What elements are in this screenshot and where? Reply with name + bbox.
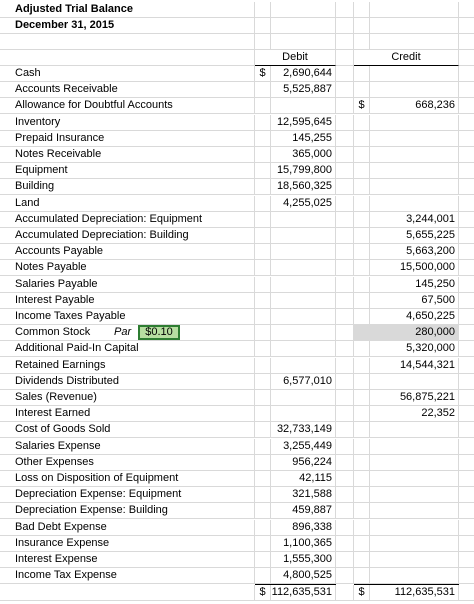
cell[interactable] bbox=[0, 50, 255, 66]
credit-value[interactable]: 15,500,000 bbox=[370, 260, 459, 276]
debit-sign[interactable] bbox=[255, 536, 271, 552]
account-row bbox=[0, 358, 474, 374]
debit-sign[interactable] bbox=[255, 325, 271, 341]
account-name[interactable]: Allowance for Doubtful Accounts bbox=[0, 98, 255, 114]
cell[interactable] bbox=[459, 163, 474, 179]
par-label: Par bbox=[114, 326, 132, 339]
cell[interactable] bbox=[336, 358, 354, 374]
credit-sign[interactable] bbox=[354, 179, 370, 195]
cell[interactable] bbox=[459, 374, 474, 390]
cell[interactable] bbox=[336, 260, 354, 276]
debit-sign[interactable] bbox=[255, 503, 271, 519]
debit-value[interactable] bbox=[271, 406, 336, 422]
credit-value[interactable] bbox=[370, 196, 459, 212]
account-name[interactable]: Income Tax Expense bbox=[0, 568, 255, 584]
account-name[interactable]: Notes Payable bbox=[0, 260, 255, 276]
debit-sign[interactable] bbox=[255, 439, 271, 455]
debit-value[interactable] bbox=[271, 309, 336, 325]
account-row bbox=[0, 325, 474, 341]
cell[interactable] bbox=[271, 34, 336, 50]
credit-value[interactable]: 14,544,321 bbox=[370, 358, 459, 374]
credit-value[interactable]: 22,352 bbox=[370, 406, 459, 422]
debit-value[interactable] bbox=[271, 325, 336, 341]
debit-value[interactable] bbox=[271, 260, 336, 276]
title-row bbox=[0, 2, 474, 18]
debit-value[interactable] bbox=[271, 358, 336, 374]
account-name[interactable]: Notes Receivable bbox=[0, 147, 255, 163]
cell[interactable] bbox=[459, 277, 474, 293]
cell[interactable] bbox=[459, 341, 474, 357]
cell[interactable] bbox=[459, 131, 474, 147]
account-row bbox=[0, 260, 474, 276]
cell[interactable] bbox=[354, 2, 370, 18]
cell[interactable] bbox=[336, 196, 354, 212]
debit-value[interactable]: 321,588 bbox=[271, 487, 336, 503]
account-name[interactable]: Interest Earned bbox=[0, 406, 255, 422]
credit-value[interactable] bbox=[370, 568, 459, 584]
debit-value[interactable] bbox=[271, 212, 336, 228]
credit-sign[interactable] bbox=[354, 244, 370, 260]
debit-value[interactable]: 6,577,010 bbox=[271, 374, 336, 390]
credit-sign[interactable] bbox=[354, 406, 370, 422]
credit-value[interactable]: 5,320,000 bbox=[370, 341, 459, 357]
cell[interactable] bbox=[0, 585, 255, 601]
cell[interactable] bbox=[336, 552, 354, 568]
credit-sign[interactable] bbox=[354, 422, 370, 438]
debit-sign[interactable] bbox=[255, 358, 271, 374]
debit-sign[interactable] bbox=[255, 552, 271, 568]
cell[interactable] bbox=[370, 18, 459, 34]
cell[interactable] bbox=[459, 520, 474, 536]
account-row bbox=[0, 196, 474, 212]
debit-sign[interactable] bbox=[255, 422, 271, 438]
debit-value[interactable]: 42,115 bbox=[271, 471, 336, 487]
credit-sign[interactable] bbox=[354, 82, 370, 98]
debit-sign[interactable] bbox=[255, 212, 271, 228]
cell[interactable] bbox=[336, 439, 354, 455]
account-name[interactable]: Depreciation Expense: Equipment bbox=[0, 487, 255, 503]
debit-sign[interactable] bbox=[255, 115, 271, 131]
cell[interactable] bbox=[336, 82, 354, 98]
credit-sign[interactable] bbox=[354, 66, 370, 82]
cell[interactable] bbox=[336, 66, 354, 82]
debit-sign[interactable]: $ bbox=[255, 66, 271, 82]
credit-sign[interactable] bbox=[354, 163, 370, 179]
cell[interactable] bbox=[336, 244, 354, 260]
cell[interactable] bbox=[459, 147, 474, 163]
account-row bbox=[0, 390, 474, 406]
par-value-cell[interactable]: $0.10 bbox=[138, 325, 180, 340]
debit-value[interactable]: 145,255 bbox=[271, 131, 336, 147]
credit-sign[interactable] bbox=[354, 228, 370, 244]
credit-sign[interactable] bbox=[354, 455, 370, 471]
cell[interactable] bbox=[459, 293, 474, 309]
account-name[interactable]: Equipment bbox=[0, 163, 255, 179]
debit-value[interactable]: 15,799,800 bbox=[271, 163, 336, 179]
debit-sign[interactable] bbox=[255, 487, 271, 503]
cell[interactable] bbox=[336, 585, 354, 601]
account-row bbox=[0, 163, 474, 179]
debit-value[interactable]: 18,560,325 bbox=[271, 179, 336, 195]
debit-value[interactable]: 1,555,300 bbox=[271, 552, 336, 568]
account-row bbox=[0, 552, 474, 568]
cell[interactable] bbox=[255, 18, 271, 34]
account-name[interactable]: Land bbox=[0, 196, 255, 212]
account-row bbox=[0, 503, 474, 519]
account-row bbox=[0, 131, 474, 147]
account-name[interactable]: Other Expenses bbox=[0, 455, 255, 471]
credit-sign[interactable] bbox=[354, 520, 370, 536]
cell[interactable] bbox=[459, 66, 474, 82]
debit-sign[interactable] bbox=[255, 455, 271, 471]
debit-value[interactable] bbox=[271, 390, 336, 406]
cell[interactable] bbox=[336, 374, 354, 390]
debit-sign[interactable] bbox=[255, 82, 271, 98]
debit-sign[interactable] bbox=[255, 309, 271, 325]
credit-value[interactable] bbox=[370, 131, 459, 147]
debit-value[interactable]: 3,255,449 bbox=[271, 439, 336, 455]
cell[interactable] bbox=[459, 585, 474, 601]
account-name[interactable]: Accumulated Depreciation: Equipment bbox=[0, 212, 255, 228]
debit-sign[interactable] bbox=[255, 293, 271, 309]
debit-value[interactable] bbox=[271, 341, 336, 357]
sheet-date[interactable]: December 31, 2015 bbox=[0, 18, 255, 34]
credit-sign[interactable] bbox=[354, 147, 370, 163]
cell[interactable] bbox=[459, 455, 474, 471]
credit-value[interactable] bbox=[370, 455, 459, 471]
account-row bbox=[0, 277, 474, 293]
account-name[interactable]: Sales (Revenue) bbox=[0, 390, 255, 406]
credit-value[interactable] bbox=[370, 82, 459, 98]
debit-sign[interactable] bbox=[255, 277, 271, 293]
credit-sign[interactable] bbox=[354, 341, 370, 357]
cell[interactable] bbox=[336, 179, 354, 195]
debit-value[interactable]: 365,000 bbox=[271, 147, 336, 163]
debit-value[interactable]: 2,690,644 bbox=[271, 66, 336, 82]
cell[interactable] bbox=[459, 115, 474, 131]
cell[interactable] bbox=[459, 503, 474, 519]
cell[interactable] bbox=[459, 568, 474, 584]
debit-sign[interactable] bbox=[255, 260, 271, 276]
account-name[interactable]: Additional Paid-In Capital bbox=[0, 341, 255, 357]
debit-sign[interactable] bbox=[255, 179, 271, 195]
cell[interactable] bbox=[459, 18, 474, 34]
cell[interactable] bbox=[459, 244, 474, 260]
cell[interactable] bbox=[336, 131, 354, 147]
cell[interactable] bbox=[0, 34, 255, 50]
sheet-title[interactable]: Adjusted Trial Balance bbox=[0, 2, 255, 18]
account-row bbox=[0, 244, 474, 260]
debit-value[interactable]: 32,733,149 bbox=[271, 422, 336, 438]
credit-sign[interactable] bbox=[354, 536, 370, 552]
account-name[interactable]: Prepaid Insurance bbox=[0, 131, 255, 147]
account-name[interactable]: Cash bbox=[0, 66, 255, 82]
credit-sign[interactable] bbox=[354, 115, 370, 131]
cell[interactable] bbox=[459, 422, 474, 438]
cell[interactable] bbox=[354, 34, 370, 50]
debit-value[interactable]: 4,255,025 bbox=[271, 196, 336, 212]
cell[interactable] bbox=[255, 2, 271, 18]
account-row bbox=[0, 309, 474, 325]
credit-value[interactable] bbox=[370, 422, 459, 438]
cell[interactable] bbox=[271, 18, 336, 34]
debit-value[interactable] bbox=[271, 228, 336, 244]
cell[interactable] bbox=[459, 228, 474, 244]
account-row bbox=[0, 471, 474, 487]
account-row bbox=[0, 228, 474, 244]
account-name[interactable]: Building bbox=[0, 179, 255, 195]
account-row bbox=[0, 179, 474, 195]
account-row bbox=[0, 568, 474, 584]
cell[interactable] bbox=[459, 2, 474, 18]
credit-value[interactable] bbox=[370, 439, 459, 455]
debit-sign[interactable] bbox=[255, 147, 271, 163]
credit-value[interactable] bbox=[370, 503, 459, 519]
account-name[interactable]: Income Taxes Payable bbox=[0, 309, 255, 325]
account-row bbox=[0, 520, 474, 536]
credit-sign[interactable] bbox=[354, 309, 370, 325]
debit-value[interactable] bbox=[271, 277, 336, 293]
account-row bbox=[0, 439, 474, 455]
credit-sign[interactable] bbox=[354, 390, 370, 406]
debit-sign[interactable] bbox=[255, 374, 271, 390]
account-row bbox=[0, 341, 474, 357]
cell[interactable] bbox=[336, 228, 354, 244]
credit-value[interactable] bbox=[370, 115, 459, 131]
credit-value[interactable]: 5,655,225 bbox=[370, 228, 459, 244]
credit-value[interactable] bbox=[370, 487, 459, 503]
account-name[interactable]: Inventory bbox=[0, 115, 255, 131]
account-row bbox=[0, 293, 474, 309]
account-name[interactable] bbox=[0, 325, 255, 341]
credit-sign[interactable]: $ bbox=[354, 98, 370, 114]
cell[interactable] bbox=[336, 422, 354, 438]
cell[interactable] bbox=[459, 212, 474, 228]
credit-value[interactable]: 668,236 bbox=[370, 98, 459, 114]
account-row bbox=[0, 374, 474, 390]
credit-value[interactable] bbox=[370, 552, 459, 568]
cell[interactable] bbox=[459, 196, 474, 212]
cell[interactable] bbox=[336, 98, 354, 114]
debit-sign[interactable] bbox=[255, 471, 271, 487]
cell[interactable] bbox=[336, 406, 354, 422]
account-row bbox=[0, 66, 474, 82]
cell[interactable] bbox=[336, 277, 354, 293]
cell[interactable] bbox=[336, 293, 354, 309]
account-name[interactable]: Accounts Receivable bbox=[0, 82, 255, 98]
cell[interactable] bbox=[459, 179, 474, 195]
account-row bbox=[0, 536, 474, 552]
debit-value[interactable]: 12,595,645 bbox=[271, 115, 336, 131]
cell[interactable] bbox=[271, 2, 336, 18]
debit-value[interactable]: 1,100,365 bbox=[271, 536, 336, 552]
cell[interactable] bbox=[354, 18, 370, 34]
cell[interactable] bbox=[336, 18, 354, 34]
account-name[interactable]: Salaries Payable bbox=[0, 277, 255, 293]
account-name[interactable]: Depreciation Expense: Building bbox=[0, 503, 255, 519]
credit-value[interactable]: 3,244,001 bbox=[370, 212, 459, 228]
totals-row bbox=[0, 585, 474, 601]
account-name[interactable]: Accounts Payable bbox=[0, 244, 255, 260]
account-name[interactable]: Loss on Disposition of Equipment bbox=[0, 471, 255, 487]
cell[interactable] bbox=[336, 34, 354, 50]
credit-value[interactable] bbox=[370, 163, 459, 179]
cell[interactable] bbox=[459, 552, 474, 568]
credit-value[interactable] bbox=[370, 536, 459, 552]
cell[interactable] bbox=[459, 260, 474, 276]
account-row bbox=[0, 98, 474, 114]
debit-value[interactable]: 956,224 bbox=[271, 455, 336, 471]
account-name[interactable]: Interest Payable bbox=[0, 293, 255, 309]
credit-sign[interactable] bbox=[354, 487, 370, 503]
credit-value[interactable] bbox=[370, 66, 459, 82]
debit-sign[interactable] bbox=[255, 244, 271, 260]
cell[interactable] bbox=[459, 406, 474, 422]
cell[interactable] bbox=[459, 471, 474, 487]
credit-sign[interactable] bbox=[354, 131, 370, 147]
debit-value[interactable] bbox=[271, 98, 336, 114]
debit-value[interactable] bbox=[271, 293, 336, 309]
credit-value[interactable] bbox=[370, 147, 459, 163]
cell[interactable] bbox=[336, 568, 354, 584]
cell[interactable] bbox=[459, 309, 474, 325]
total-credit-sign[interactable]: $ bbox=[354, 585, 370, 601]
credit-value[interactable]: 56,875,221 bbox=[370, 390, 459, 406]
debit-sign[interactable] bbox=[255, 228, 271, 244]
cell[interactable] bbox=[459, 98, 474, 114]
header-row bbox=[0, 50, 474, 66]
credit-header[interactable]: Credit bbox=[354, 50, 459, 66]
cell[interactable] bbox=[336, 163, 354, 179]
debit-sign[interactable] bbox=[255, 568, 271, 584]
credit-sign[interactable] bbox=[354, 439, 370, 455]
cell[interactable] bbox=[336, 455, 354, 471]
credit-value[interactable]: 5,663,200 bbox=[370, 244, 459, 260]
credit-value[interactable] bbox=[370, 520, 459, 536]
credit-sign[interactable] bbox=[354, 325, 370, 341]
account-row bbox=[0, 422, 474, 438]
account-name[interactable]: Retained Earnings bbox=[0, 358, 255, 374]
cell[interactable] bbox=[336, 115, 354, 131]
cell[interactable] bbox=[336, 325, 354, 341]
credit-sign[interactable] bbox=[354, 503, 370, 519]
credit-value[interactable] bbox=[370, 374, 459, 390]
debit-sign[interactable] bbox=[255, 406, 271, 422]
debit-sign[interactable] bbox=[255, 196, 271, 212]
credit-value[interactable]: 4,650,225 bbox=[370, 309, 459, 325]
account-name[interactable]: Insurance Expense bbox=[0, 536, 255, 552]
credit-value[interactable]: 145,250 bbox=[370, 277, 459, 293]
account-row bbox=[0, 487, 474, 503]
debit-value[interactable] bbox=[271, 244, 336, 260]
account-name[interactable]: Accumulated Depreciation: Building bbox=[0, 228, 255, 244]
credit-sign[interactable] bbox=[354, 471, 370, 487]
credit-sign[interactable] bbox=[354, 212, 370, 228]
credit-value[interactable]: 280,000 bbox=[370, 325, 459, 341]
account-row bbox=[0, 406, 474, 422]
cell[interactable] bbox=[255, 34, 271, 50]
cell[interactable] bbox=[459, 536, 474, 552]
cell[interactable] bbox=[336, 309, 354, 325]
credit-sign[interactable] bbox=[354, 196, 370, 212]
cell[interactable] bbox=[336, 487, 354, 503]
cell[interactable] bbox=[336, 520, 354, 536]
credit-value[interactable] bbox=[370, 179, 459, 195]
cell[interactable] bbox=[459, 325, 474, 341]
account-name[interactable]: Salaries Expense bbox=[0, 439, 255, 455]
cell[interactable] bbox=[459, 487, 474, 503]
cell[interactable] bbox=[336, 390, 354, 406]
cell[interactable] bbox=[459, 390, 474, 406]
debit-header[interactable]: Debit bbox=[255, 50, 336, 66]
date-row bbox=[0, 18, 474, 34]
account-row bbox=[0, 212, 474, 228]
credit-sign[interactable] bbox=[354, 374, 370, 390]
account-name[interactable]: Bad Debt Expense bbox=[0, 520, 255, 536]
credit-total-rule bbox=[354, 584, 459, 585]
credit-sign[interactable] bbox=[354, 277, 370, 293]
debit-sign[interactable] bbox=[255, 98, 271, 114]
debit-sign[interactable] bbox=[255, 131, 271, 147]
account-name[interactable]: Cost of Goods Sold bbox=[0, 422, 255, 438]
cell[interactable] bbox=[336, 212, 354, 228]
cell[interactable] bbox=[336, 536, 354, 552]
credit-sign[interactable] bbox=[354, 293, 370, 309]
account-name[interactable]: Interest Expense bbox=[0, 552, 255, 568]
total-debit-sign[interactable]: $ bbox=[255, 585, 271, 601]
account-name-text: Common Stock bbox=[15, 326, 91, 339]
account-row bbox=[0, 82, 474, 98]
debit-sign[interactable] bbox=[255, 520, 271, 536]
credit-sign[interactable] bbox=[354, 568, 370, 584]
credit-sign[interactable] bbox=[354, 358, 370, 374]
debit-value[interactable]: 5,525,887 bbox=[271, 82, 336, 98]
debit-value[interactable]: 896,338 bbox=[271, 520, 336, 536]
account-row bbox=[0, 147, 474, 163]
debit-total-rule bbox=[255, 584, 336, 585]
credit-sign[interactable] bbox=[354, 552, 370, 568]
cell[interactable] bbox=[336, 341, 354, 357]
cell[interactable] bbox=[459, 358, 474, 374]
cell[interactable] bbox=[370, 34, 459, 50]
total-debit[interactable]: 112,635,531 bbox=[271, 585, 336, 601]
cell[interactable] bbox=[336, 50, 354, 66]
debit-sign[interactable] bbox=[255, 163, 271, 179]
cell[interactable] bbox=[370, 2, 459, 18]
credit-value[interactable]: 67,500 bbox=[370, 293, 459, 309]
account-row bbox=[0, 455, 474, 471]
account-name[interactable]: Dividends Distributed bbox=[0, 374, 255, 390]
blank-row bbox=[0, 34, 474, 50]
cell[interactable] bbox=[459, 82, 474, 98]
cell[interactable] bbox=[336, 471, 354, 487]
credit-value[interactable] bbox=[370, 471, 459, 487]
cell[interactable] bbox=[336, 2, 354, 18]
cell[interactable] bbox=[459, 50, 474, 66]
cell[interactable] bbox=[336, 147, 354, 163]
debit-sign[interactable] bbox=[255, 341, 271, 357]
total-credit[interactable]: 112,635,531 bbox=[370, 585, 459, 601]
account-row bbox=[0, 115, 474, 131]
debit-value[interactable]: 4,800,525 bbox=[271, 568, 336, 584]
credit-sign[interactable] bbox=[354, 260, 370, 276]
cell[interactable] bbox=[336, 503, 354, 519]
debit-sign[interactable] bbox=[255, 390, 271, 406]
debit-value[interactable]: 459,887 bbox=[271, 503, 336, 519]
cell[interactable] bbox=[459, 439, 474, 455]
cell[interactable] bbox=[459, 34, 474, 50]
